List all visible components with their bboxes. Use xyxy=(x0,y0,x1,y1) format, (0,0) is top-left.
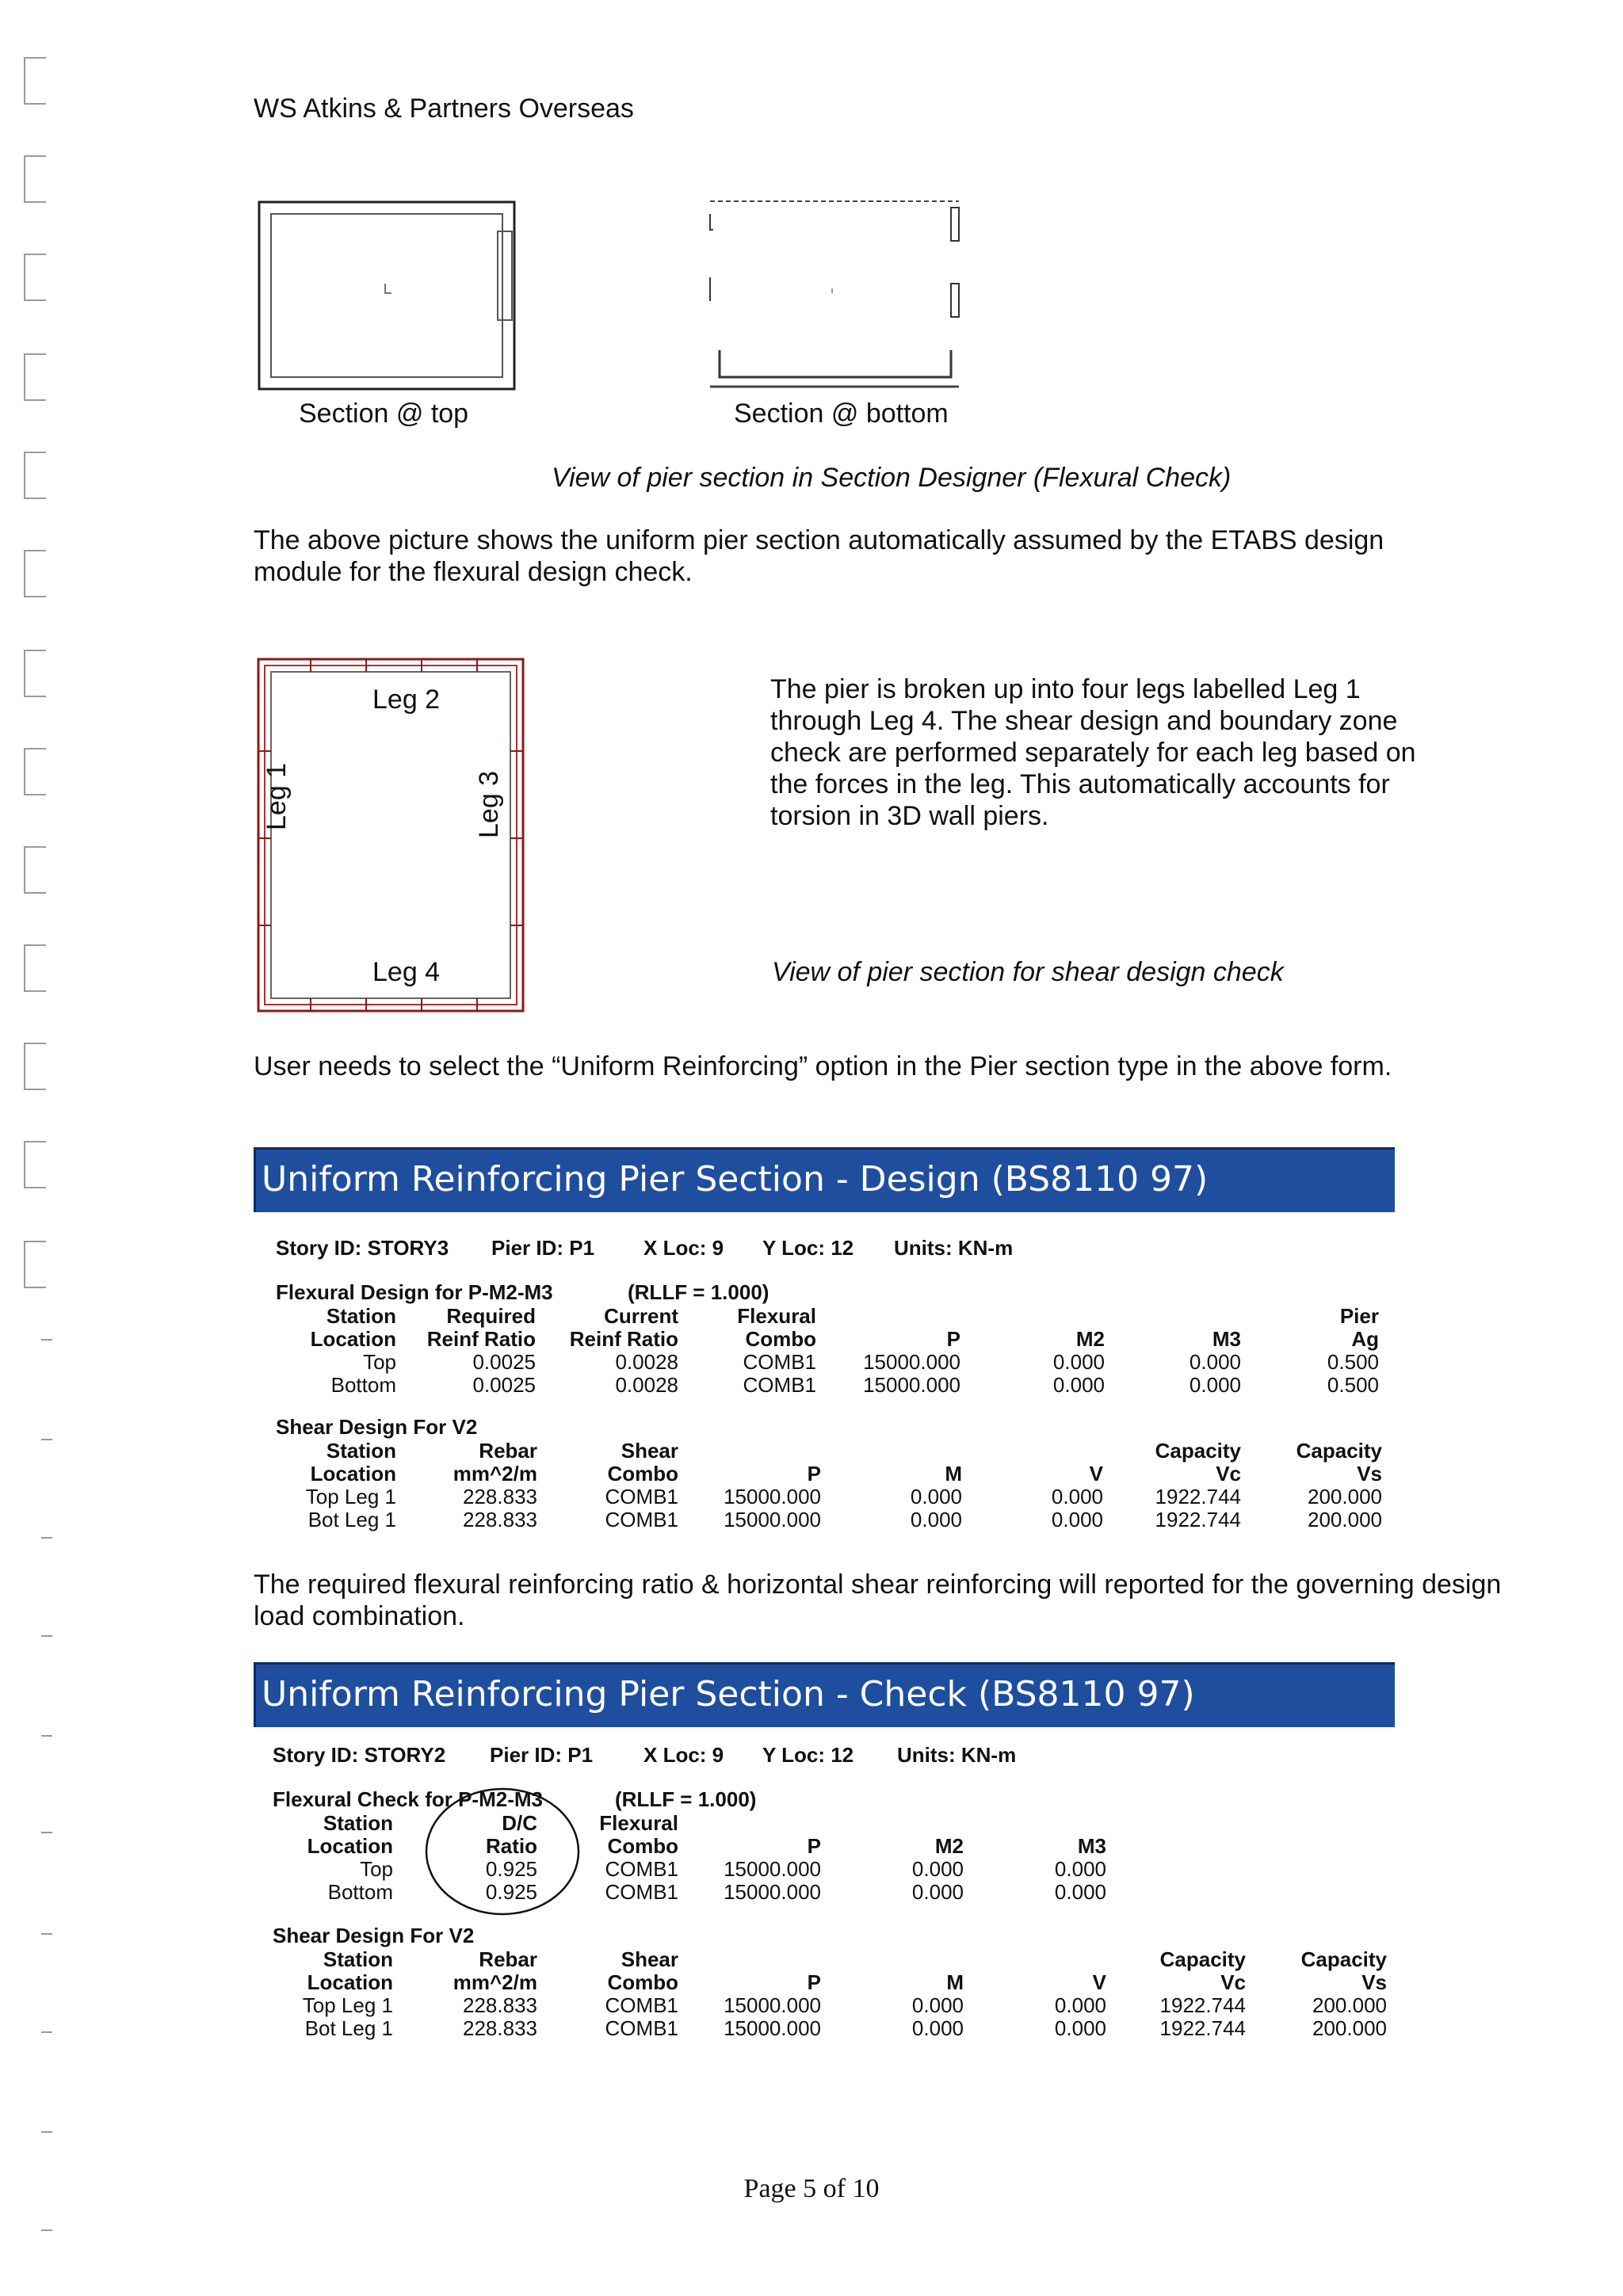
column-header: Required xyxy=(446,1304,536,1328)
column-header: Reinf Ratio xyxy=(569,1327,678,1351)
binder-holes xyxy=(17,0,49,2296)
table-cell: 1922.744 xyxy=(1155,1508,1241,1531)
table-cell: 15000.000 xyxy=(724,1880,821,1904)
table-cell: Bot Leg 1 xyxy=(304,2016,393,2040)
paragraph-3: The required flexural reinforcing ratio & horizontal shear reinforcing will reported for the governing design load combination. xyxy=(254,1569,1502,1631)
y-loc: Y Loc: 12 xyxy=(762,1743,854,1767)
column-header: Capacity xyxy=(1300,1947,1387,1971)
table-cell: COMB1 xyxy=(605,1880,678,1904)
column-header: M3 xyxy=(1077,1834,1106,1858)
column-header: M xyxy=(945,1462,962,1486)
table-cell: 0.000 xyxy=(1054,2016,1106,2040)
company-header: WS Atkins & Partners Overseas xyxy=(254,93,634,124)
column-header: mm^2/m xyxy=(453,1462,537,1486)
column-header: M2 xyxy=(934,1834,964,1858)
story-id: Story ID: STORY3 xyxy=(276,1236,449,1260)
design-banner: Uniform Reinforcing Pier Section - Design (BS8110 97) xyxy=(254,1147,1395,1212)
column-header: Location xyxy=(310,1327,396,1351)
column-header: Combo xyxy=(607,1462,678,1486)
column-header: Rebar xyxy=(479,1947,537,1971)
table-cell: 15000.000 xyxy=(724,1993,821,2017)
column-header: Ag xyxy=(1351,1327,1379,1351)
pier-id: Pier ID: P1 xyxy=(491,1236,595,1260)
section-top-diagram xyxy=(257,200,518,393)
table-cell: 200.000 xyxy=(1308,1485,1382,1508)
dc-ratio-circle xyxy=(423,1786,582,1917)
column-header: Flexural xyxy=(737,1304,816,1328)
column-header: Station xyxy=(323,1947,393,1971)
table-cell: 0.500 xyxy=(1327,1350,1379,1374)
page-number: Page 5 of 10 xyxy=(743,2174,880,2203)
column-header: V xyxy=(1092,1970,1106,1994)
column-header: Flexural xyxy=(599,1811,678,1835)
rllf: (RLLF = 1.000) xyxy=(628,1280,769,1304)
story-id: Story ID: STORY2 xyxy=(273,1743,446,1767)
column-header: Vc xyxy=(1216,1462,1241,1486)
table-cell: 15000.000 xyxy=(724,1508,821,1531)
table-cell: 1922.744 xyxy=(1159,2016,1246,2040)
table-cell: COMB1 xyxy=(743,1350,816,1374)
paragraph-2: User needs to select the “Uniform Reinforcing” option in the Pier section type in the above form. xyxy=(254,1051,1392,1081)
table-cell: 1922.744 xyxy=(1159,1993,1246,2017)
table-cell: COMB1 xyxy=(605,1857,678,1881)
column-header: mm^2/m xyxy=(453,1970,537,1994)
table-cell: COMB1 xyxy=(605,1508,678,1531)
table-cell: 0.000 xyxy=(1189,1373,1241,1397)
units: Units: KN-m xyxy=(897,1743,1017,1767)
column-header: Reinf Ratio xyxy=(426,1327,536,1351)
column-header: P xyxy=(807,1462,821,1486)
column-header: Capacity xyxy=(1159,1947,1246,1971)
column-header: Vs xyxy=(1357,1462,1382,1486)
table-cell: 0.000 xyxy=(910,1508,962,1531)
shear-title: Shear Design For V2 xyxy=(276,1415,478,1439)
column-header: Combo xyxy=(607,1970,678,1994)
table-cell: 200.000 xyxy=(1312,2016,1387,2040)
table-cell: 0.000 xyxy=(911,1993,964,2017)
column-header: M xyxy=(946,1970,964,1994)
flex-title: Flexural Design for P-M2-M3 xyxy=(276,1280,553,1304)
column-header: Combo xyxy=(745,1327,816,1351)
table-cell: Top xyxy=(360,1857,393,1881)
leg-4-label: Leg 4 xyxy=(372,957,441,987)
table-cell: 0.925 xyxy=(485,1880,537,1904)
table-cell: Top Leg 1 xyxy=(305,1485,396,1508)
leg-1-label: Leg 1 xyxy=(262,762,292,830)
table-cell: 0.000 xyxy=(1052,1373,1105,1397)
column-header: P xyxy=(946,1327,960,1351)
table-cell: COMB1 xyxy=(743,1373,816,1397)
table-cell: 0.000 xyxy=(911,2016,964,2040)
column-header: V xyxy=(1089,1462,1103,1486)
table-cell: 0.000 xyxy=(910,1485,962,1508)
table-cell: 0.000 xyxy=(911,1880,964,1904)
figure1-caption: View of pier section in Section Designer (Flexural Check) xyxy=(552,463,1232,493)
table-cell: COMB1 xyxy=(605,1993,678,2017)
column-header: Station xyxy=(326,1439,396,1463)
table-cell: Bot Leg 1 xyxy=(307,1508,396,1531)
column-header: Station xyxy=(323,1811,393,1835)
column-header: Rebar xyxy=(479,1439,537,1463)
table-cell: COMB1 xyxy=(605,1485,678,1508)
table-cell: Bottom xyxy=(327,1880,393,1904)
column-header: Shear xyxy=(621,1439,678,1463)
column-header: Shear xyxy=(621,1947,678,1971)
column-header: Location xyxy=(310,1462,396,1486)
shear-title: Shear Design For V2 xyxy=(273,1924,475,1947)
column-header: M3 xyxy=(1212,1327,1241,1351)
column-header: Station xyxy=(326,1304,396,1328)
section-bottom-diagram xyxy=(705,198,967,391)
table-cell: 15000.000 xyxy=(724,1857,821,1881)
pier-id: Pier ID: P1 xyxy=(490,1743,594,1767)
column-header: Location xyxy=(307,1834,393,1858)
paragraph-1: The above picture shows the uniform pier section automatically assumed by the ETABS design module for the flexural design check. xyxy=(254,525,1384,587)
column-header: Vc xyxy=(1220,1970,1246,1994)
table-cell: 0.925 xyxy=(485,1857,537,1881)
table-cell: 0.0028 xyxy=(615,1373,678,1397)
caption-section-bottom: Section @ bottom xyxy=(734,399,949,429)
table-cell: Top Leg 1 xyxy=(302,1993,393,2017)
leg-3-label: Leg 3 xyxy=(474,770,504,838)
rllf: (RLLF = 1.000) xyxy=(615,1787,757,1811)
column-header: D/C xyxy=(502,1811,537,1835)
flex-title: Flexural Check for P-M2-M3 xyxy=(273,1787,543,1811)
table-cell: 228.833 xyxy=(463,1485,537,1508)
table-cell: 15000.000 xyxy=(724,1485,821,1508)
column-header: Location xyxy=(307,1970,393,1994)
table-cell: Top xyxy=(363,1350,396,1374)
table-cell: 0.000 xyxy=(1051,1508,1103,1531)
table-cell: 228.833 xyxy=(463,1508,537,1531)
x-loc: X Loc: 9 xyxy=(643,1236,724,1260)
table-cell: Bottom xyxy=(330,1373,396,1397)
table-cell: 200.000 xyxy=(1312,1993,1387,2017)
column-header: Current xyxy=(604,1304,678,1328)
table-cell: 15000.000 xyxy=(863,1350,960,1374)
table-cell: 0.000 xyxy=(1054,1993,1106,2017)
column-header: Capacity xyxy=(1155,1439,1241,1463)
table-cell: 200.000 xyxy=(1308,1508,1382,1531)
table-cell: 0.000 xyxy=(1054,1880,1106,1904)
column-header: Capacity xyxy=(1296,1439,1382,1463)
column-header: Combo xyxy=(607,1834,678,1858)
column-header: P xyxy=(807,1970,821,1994)
table-cell: 0.0025 xyxy=(472,1373,536,1397)
table-cell: 0.0028 xyxy=(615,1350,678,1374)
table-cell: 1922.744 xyxy=(1155,1485,1241,1508)
check-banner: Uniform Reinforcing Pier Section - Check (BS8110 97) xyxy=(254,1662,1395,1727)
table-cell: 0.000 xyxy=(1052,1350,1105,1374)
units: Units: KN-m xyxy=(894,1236,1014,1260)
table-cell: 15000.000 xyxy=(724,2016,821,2040)
table-cell: 0.000 xyxy=(1051,1485,1103,1508)
caption-section-top: Section @ top xyxy=(299,399,469,429)
column-header: M2 xyxy=(1075,1327,1105,1351)
column-header: Pier xyxy=(1339,1304,1379,1328)
table-cell: COMB1 xyxy=(605,2016,678,2040)
table-cell: 228.833 xyxy=(463,2016,537,2040)
x-loc: X Loc: 9 xyxy=(643,1743,724,1767)
column-header: P xyxy=(807,1834,821,1858)
column-header: Ratio xyxy=(486,1834,537,1858)
table-cell: 0.000 xyxy=(1189,1350,1241,1374)
column-header: Vs xyxy=(1361,1970,1387,1994)
y-loc: Y Loc: 12 xyxy=(762,1236,854,1260)
table-cell: 0.000 xyxy=(911,1857,964,1881)
table-cell: 228.833 xyxy=(463,1993,537,2017)
table-cell: 0.500 xyxy=(1327,1373,1379,1397)
legs-description: The pier is broken up into four legs labelled Leg 1 through Leg 4. The shear design and boundary zone check are performed separately for each leg based on the forces in the leg. This automatically accounts for torsion in 3D wall piers. xyxy=(770,674,1416,831)
table-cell: 15000.000 xyxy=(863,1373,960,1397)
table-cell: 0.0025 xyxy=(472,1350,536,1374)
table-cell: 0.000 xyxy=(1054,1857,1106,1881)
leg-2-label: Leg 2 xyxy=(372,685,441,715)
figure2-caption: View of pier section for shear design check xyxy=(772,957,1284,987)
